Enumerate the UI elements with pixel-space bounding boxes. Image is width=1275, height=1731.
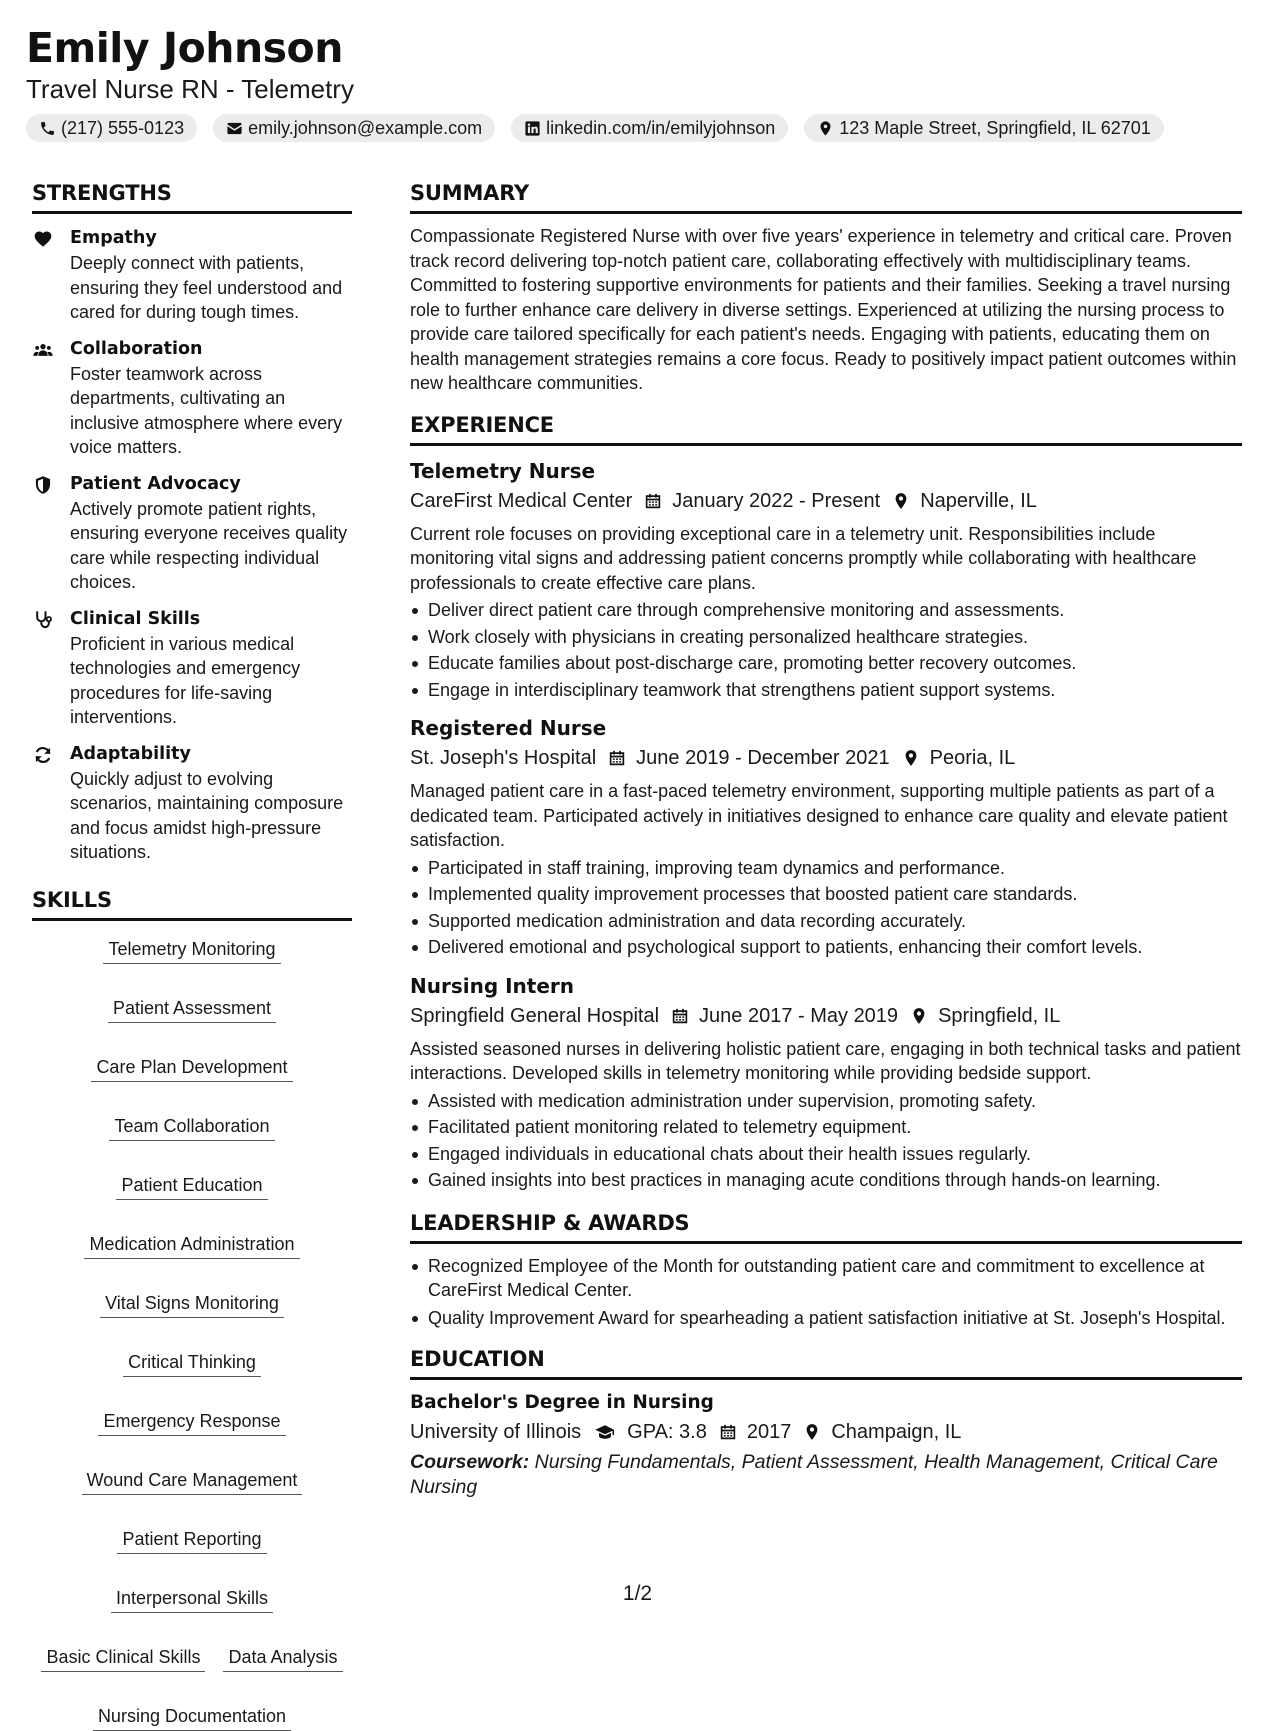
strength-title: Collaboration <box>70 338 203 359</box>
job-bullet: Engage in interdisciplinary teamwork that strengthens patient support systems. <box>410 677 1242 704</box>
calendar-icon <box>644 492 662 510</box>
users-icon <box>33 340 53 360</box>
job-bullet: Participated in staff training, improving team dynamics and performance. <box>410 855 1242 882</box>
job-bullet: Supported medication administration and data recording accurately. <box>410 908 1242 935</box>
location-icon <box>902 749 920 767</box>
heart-icon <box>33 229 53 249</box>
leadership-heading: LEADERSHIP & AWARDS <box>410 1208 1242 1244</box>
strength-item <box>32 337 352 460</box>
job-bullets <box>410 1088 1242 1194</box>
contact-address[interactable] <box>804 114 1164 142</box>
job-bullets <box>410 597 1242 703</box>
skill-tag: Critical Thinking <box>123 1350 261 1377</box>
job-bullets <box>410 855 1242 961</box>
job-dates: June 2017 - May 2019 <box>699 1004 899 1027</box>
location-icon <box>803 1423 821 1441</box>
strength-desc: Deeply connect with patients, ensuring they feel understood and cared for during tough times. <box>70 253 343 322</box>
edu-coursework <box>410 1450 1242 1499</box>
job-dates: January 2022 - Present <box>672 489 881 512</box>
strength-item <box>32 226 352 325</box>
job-meta <box>410 743 1242 773</box>
shield-icon <box>33 475 53 495</box>
award-item: Recognized Employee of the Month for outstanding patient care and commitment to excellence at CareFirst Medical Center. <box>410 1254 1242 1303</box>
strength-title: Patient Advocacy <box>70 473 241 494</box>
job-role: Nursing Intern <box>410 973 575 998</box>
job-bullet: Facilitated patient monitoring related to telemetry equipment. <box>410 1114 1242 1141</box>
coursework-label: Coursework: <box>410 1451 530 1473</box>
skill-tag: Patient Reporting <box>117 1527 266 1554</box>
strength-desc: Foster teamwork across departments, cultivating an inclusive atmosphere where every voice matters. <box>70 363 343 457</box>
email-icon <box>226 120 243 137</box>
contact-row <box>26 114 1256 142</box>
skills-heading: SKILLS <box>32 885 352 921</box>
contact-address-text: 123 Maple Street, Springfield, IL 62701 <box>839 117 1151 138</box>
right-column <box>410 178 1242 1499</box>
job-location: Springfield, IL <box>938 1004 1061 1027</box>
award-item: Quality Improvement Award for spearheading a patient satisfaction initiative at St. Joseph's Hospital. <box>410 1306 1242 1331</box>
job-bullet: Gained insights into best practices in managing acute conditions through hands-on learning. <box>410 1167 1242 1194</box>
edu-degree: Bachelor's Degree in Nursing <box>410 1392 714 1413</box>
skill-tag: Patient Assessment <box>108 996 276 1023</box>
contact-phone[interactable] <box>26 114 197 142</box>
strength-desc: Quickly adjust to evolving scenarios, maintaining composure and focus amidst high-pressure situations. <box>70 768 344 862</box>
calendar-icon <box>671 1007 689 1025</box>
skill-tag: Interpersonal Skills <box>111 1586 273 1613</box>
strength-desc: Proficient in various medical technologies and emergency procedures for life-saving interventions. <box>70 633 301 727</box>
job-location: Naperville, IL <box>920 489 1037 512</box>
candidate-name: Emily Johnson <box>26 24 343 72</box>
calendar-icon <box>608 749 626 767</box>
strength-desc: Actively promote patient rights, ensuring everyone receives quality care while respecting individual choices. <box>70 498 348 592</box>
strength-title: Empathy <box>70 228 157 248</box>
skill-tag: Team Collaboration <box>109 1114 274 1141</box>
strength-item <box>32 472 352 595</box>
skill-tag: Data Analysis <box>223 1645 342 1672</box>
skill-tag: Basic Clinical Skills <box>41 1645 205 1672</box>
strength-title: Clinical Skills <box>70 608 201 629</box>
job-dates: June 2019 - December 2021 <box>636 747 890 769</box>
contact-linkedin-text: linkedin.com/in/emilyjohnson <box>546 117 776 138</box>
job-company: Springfield General Hospital <box>410 1004 660 1027</box>
job-description: Managed patient care in a fast-paced telemetry environment, supporting multiple patients as part of a dedicated team. Participated actively in initiatives designed to enhance care quality and elevate patient satisfaction. <box>410 781 1228 850</box>
location-icon <box>817 120 834 137</box>
job-role: Telemetry Nurse <box>410 458 596 483</box>
edu-year: 2017 <box>746 1421 792 1443</box>
skill-tag: Medication Administration <box>84 1232 299 1259</box>
summary-text: Compassionate Registered Nurse with over five years' experience in telemetry and critical care. Proven track record delivering top-notch patient care, collaborating effectively with multidisciplinary teams. Committed to fostering supportive environments for patients and their families. Seeking a travel nursing role to further enhance care delivery in diverse settings. Experienced at utilizing the nursing process to provide care tailored specifically for each patient's needs. Engaging with patients, educating them on health management strategies remains a core focus. Ready to positively impact patient outcomes within new healthcare communities. <box>410 226 1237 393</box>
job-bullet: Engaged individuals in educational chats about their health issues regularly. <box>410 1141 1242 1168</box>
job-meta <box>410 486 1242 516</box>
job-entry <box>410 972 1242 1194</box>
graduation-cap-icon <box>593 1423 617 1441</box>
skill-tag: Telemetry Monitoring <box>103 937 280 964</box>
job-bullet: Assisted with medication administration under supervision, promoting safety. <box>410 1088 1242 1115</box>
contact-email-text: emily.johnson@example.com <box>248 117 483 138</box>
awards-list <box>410 1254 1242 1331</box>
skill-tag: Emergency Response <box>98 1409 285 1436</box>
phone-icon <box>39 120 56 137</box>
calendar-icon <box>719 1423 737 1441</box>
skill-tag: Wound Care Management <box>82 1468 303 1495</box>
experience-heading: EXPERIENCE <box>410 410 1242 446</box>
job-bullet: Work closely with physicians in creating personalized healthcare strategies. <box>410 624 1242 651</box>
resume-header <box>26 24 1256 142</box>
edu-school: University of Illinois <box>410 1421 582 1443</box>
strengths-heading: STRENGTHS <box>32 178 352 214</box>
left-column <box>32 178 352 1731</box>
job-company: CareFirst Medical Center <box>410 489 633 512</box>
edu-meta <box>410 1417 1242 1447</box>
job-entry <box>410 457 1242 704</box>
location-icon <box>910 1007 928 1025</box>
education-heading: EDUCATION <box>410 1344 1242 1380</box>
linkedin-icon <box>524 120 541 137</box>
job-role: Registered Nurse <box>410 716 607 740</box>
contact-linkedin[interactable] <box>511 114 788 142</box>
edu-location: Champaign, IL <box>831 1421 962 1443</box>
stethoscope-icon <box>33 610 53 630</box>
summary-heading: SUMMARY <box>410 178 1242 214</box>
job-description: Assisted seasoned nurses in delivering holistic patient care, engaging in both technical tasks and patient interactions. Developed skills in telemetry monitoring while providing bedside support. <box>410 1038 1241 1083</box>
sync-icon <box>33 745 53 765</box>
contact-email[interactable] <box>213 114 495 142</box>
strength-title: Adaptability <box>70 743 191 764</box>
strength-item <box>32 742 352 865</box>
candidate-title: Travel Nurse RN - Telemetry <box>26 74 354 104</box>
location-icon <box>892 492 910 510</box>
job-location: Peoria, IL <box>929 747 1016 769</box>
contact-phone-text: (217) 555-0123 <box>61 117 185 138</box>
skills-list <box>32 937 352 1731</box>
job-meta <box>410 1001 1242 1031</box>
coursework-text: Nursing Fundamentals, Patient Assessment, Health Management, Critical Care Nursing <box>410 1451 1218 1498</box>
skill-tag: Nursing Documentation <box>93 1704 291 1731</box>
job-description: Current role focuses on providing exceptional care in a telemetry unit. Responsibilities include monitoring vital signs and addressing patient concerns promptly while collaborating with healthcare professionals to create effective care plans. <box>410 523 1197 593</box>
job-entry <box>410 714 1242 961</box>
skill-tag: Patient Education <box>116 1173 267 1200</box>
job-company: St. Joseph's Hospital <box>410 747 597 769</box>
strength-item <box>32 607 352 730</box>
page-number: 1/2 <box>622 1582 653 1605</box>
job-bullet: Implemented quality improvement processes that boosted patient care standards. <box>410 881 1242 908</box>
skill-tag: Vital Signs Monitoring <box>100 1291 284 1318</box>
job-bullet: Delivered emotional and psychological support to patients, enhancing their comfort levels. <box>410 934 1242 961</box>
job-bullet: Deliver direct patient care through comprehensive monitoring and assessments. <box>410 597 1242 624</box>
job-bullet: Educate families about post-discharge care, promoting better recovery outcomes. <box>410 650 1242 677</box>
edu-gpa: GPA: 3.8 <box>627 1421 707 1443</box>
skill-tag: Care Plan Development <box>91 1055 292 1082</box>
